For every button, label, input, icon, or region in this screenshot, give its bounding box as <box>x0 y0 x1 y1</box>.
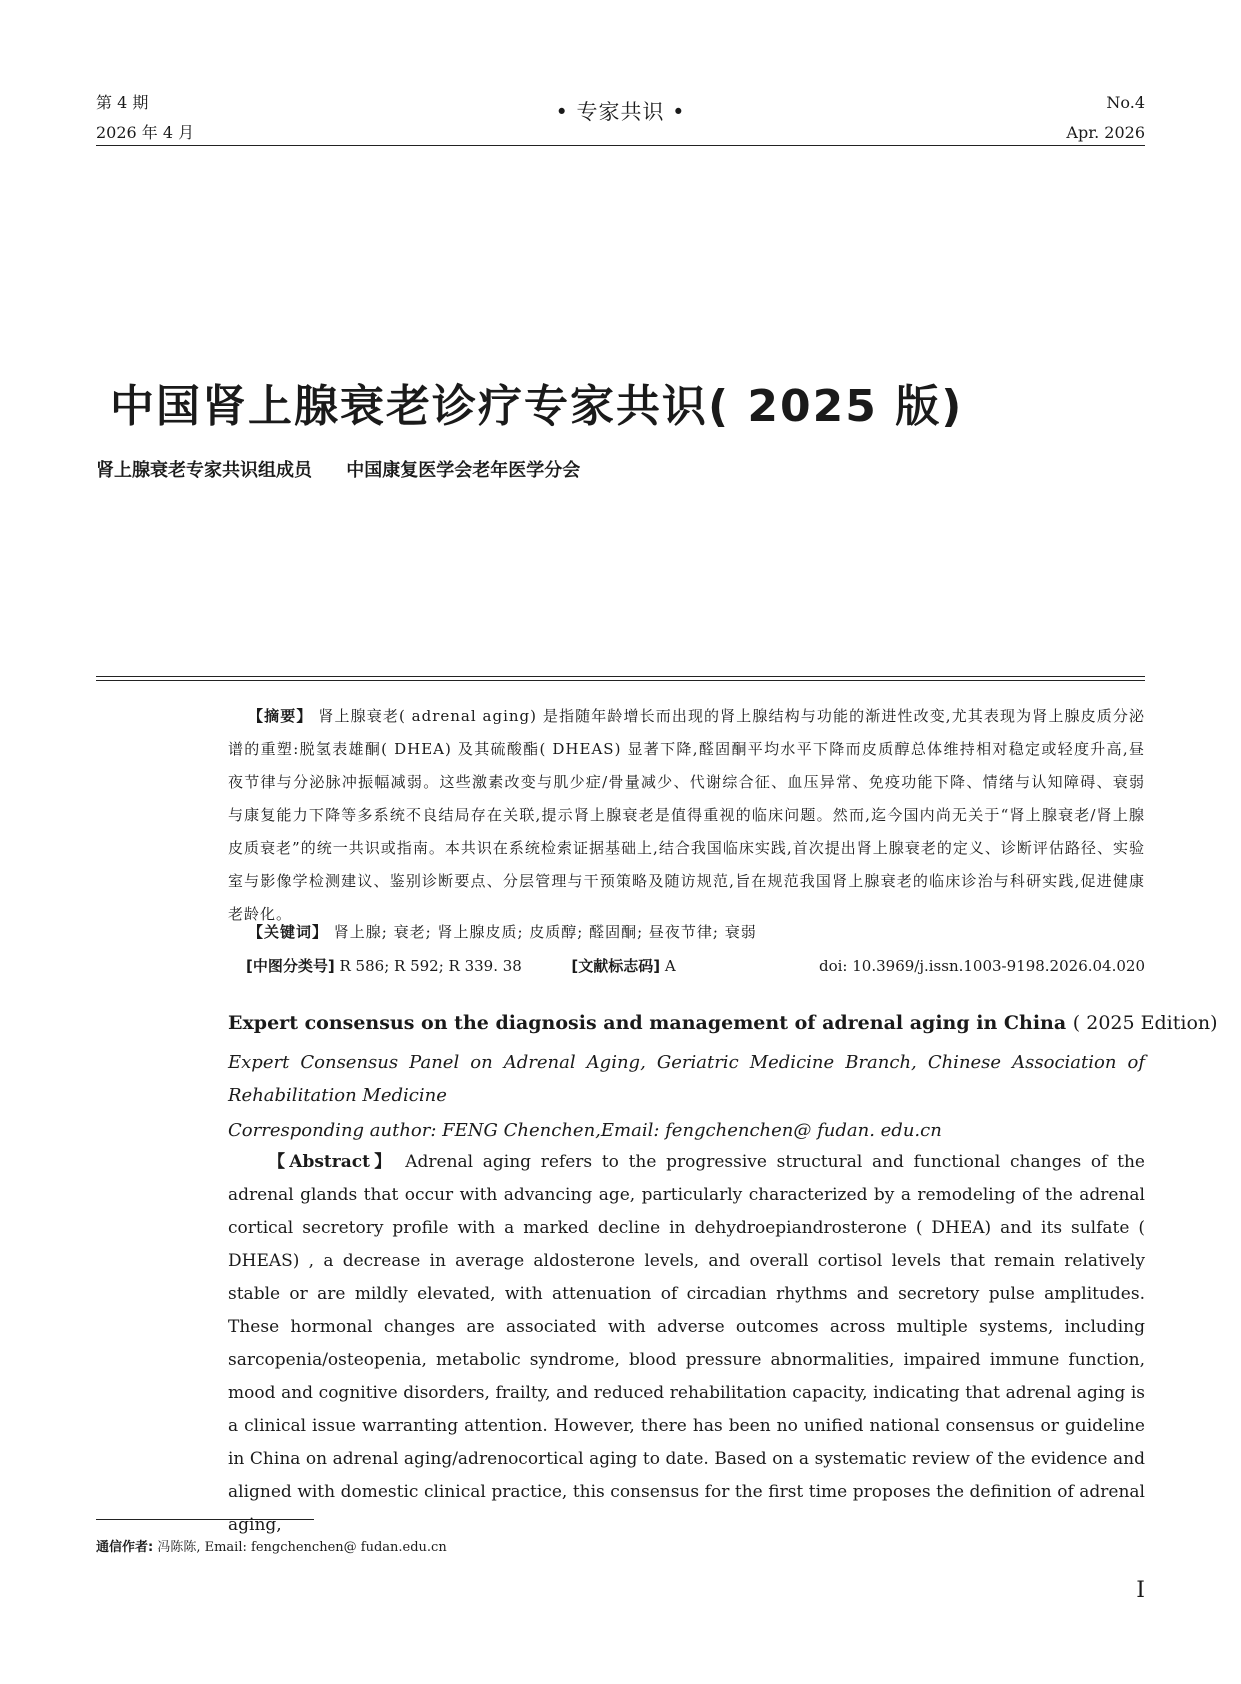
corresponding-author: Corresponding author: FENG Chenchen,Email: fengchenchen@ fudan. edu.cn <box>228 1120 942 1141</box>
keywords-cn <box>248 916 1145 949</box>
abstract-divider <box>96 676 1145 681</box>
footnote <box>96 1536 447 1555</box>
english-panel: Expert Consensus Panel on Adrenal Aging, Geriatric Medicine Branch, Chinese Association of Rehabilitation Medicine <box>228 1052 1145 1106</box>
issue-cn: 第 4 期 <box>96 93 149 112</box>
clc-label: [中图分类号] <box>246 957 335 975</box>
author-line <box>96 456 608 482</box>
abstract-en-label: 【Abstract】 <box>268 1152 396 1172</box>
footnote-label: 通信作者: <box>96 1540 154 1555</box>
english-title-text: Expert consensus on the diagnosis and management of adrenal aging in China <box>228 1012 1067 1034</box>
abstract-cn <box>228 700 1145 931</box>
doi: doi: 10.3969/j.issn.1003-9198.2026.04.020 <box>819 957 1145 975</box>
keywords-cn-label: 【关键词】 <box>248 923 329 941</box>
english-edition: ( 2025 Edition) <box>1072 1012 1218 1034</box>
footnote-rule <box>96 1519 314 1520</box>
running-header-right <box>1066 88 1145 148</box>
author-group-2: 中国康复医学会老年医学分会 <box>346 460 581 481</box>
abstract-en <box>228 1146 1145 1542</box>
doc-code-value: A <box>664 957 676 975</box>
classification-line <box>246 950 1145 983</box>
date-en: Apr. 2026 <box>1066 123 1145 142</box>
abstract-en-text: Adrenal aging refers to the progressive structural and functional changes of the adrenal glands that occur with advancing age, particularly characterized by a remodeling of the adrenal cortical secretory profile with a marked decline in dehydroepiandrosterone ( DHEA) and its sulfate ( DHEAS) , a decrease in average aldosterone levels, and overall cortisol levels that remain relatively stable or are mildly elevated, with attenuation of circadian rhythms and secretory pulse amplitudes. These hormonal changes are associated with adverse outcomes across multiple systems, including sarcopenia/osteopenia, metabolic syndrome, blood pressure abnormalities, impaired immune function, mood and cognitive disorders, frailty, and reduced rehabilitation capacity, indicating that adrenal aging is a clinical issue warranting attention. However, there has been no unified national consensus or guideline in China on adrenal aging/adrenocortical aging to date. Based on a systematic review of the evidence and aligned with domestic clinical practice, this consensus for the first time proposes the definition of adrenal aging, <box>228 1152 1145 1535</box>
abstract-cn-text: 肾上腺衰老( adrenal aging) 是指随年龄增长而出现的肾上腺结构与功能的渐进性改变,尤其表现为肾上腺皮质分泌谱的重塑:脱氢表雄酮( DHEA) 及其硫酸酯( DHEAS) 显著下降,醛固酮平均水平下降而皮质醇总体维持相对稳定或轻度升高,昼夜节律与分泌脉冲振幅减弱。这些激素改变与肌少症/骨量减少、代谢综合征、血压异常、免疫功能下降、情绪与认知障碍、衰弱与康复能力下降等多系统不良结局存在关联,提示肾上腺衰老是值得重视的临床问题。然而,迄今国内尚无关于“肾上腺衰老/肾上腺皮质衰老”的统一共识或指南。本共识在系统检索证据基础上,结合我国临床实践,首次提出肾上腺衰老的定义、诊断评估路径、实验室与影像学检测建议、鉴别诊断要点、分层管理与干预策略及随访规范,旨在规范我国肾上腺衰老的临床诊治与科研实践,促进健康老龄化。 <box>228 707 1145 923</box>
abstract-cn-label: 【摘要】 <box>248 707 313 725</box>
date-cn: 2026 年 4 月 <box>96 123 195 142</box>
keywords-cn-text: 肾上腺; 衰老; 肾上腺皮质; 皮质醇; 醛固酮; 昼夜节律; 衰弱 <box>333 923 757 941</box>
footnote-text: 冯陈陈, Email: fengchenchen@ fudan.edu.cn <box>157 1540 447 1555</box>
doc-code-label: [文献标志码] <box>571 957 661 975</box>
section-label: • 专家共识 • <box>555 100 686 124</box>
english-title <box>228 1012 1218 1034</box>
author-group-1: 肾上腺衰老专家共识组成员 <box>96 460 312 481</box>
issue-en: No.4 <box>1106 93 1145 112</box>
article-title: 中国肾上腺衰老诊疗专家共识( 2025 版) <box>110 381 964 432</box>
header-rule <box>96 145 1145 146</box>
clc-value: R 586; R 592; R 339. 38 <box>339 957 522 975</box>
page-number: I <box>1136 1578 1145 1603</box>
